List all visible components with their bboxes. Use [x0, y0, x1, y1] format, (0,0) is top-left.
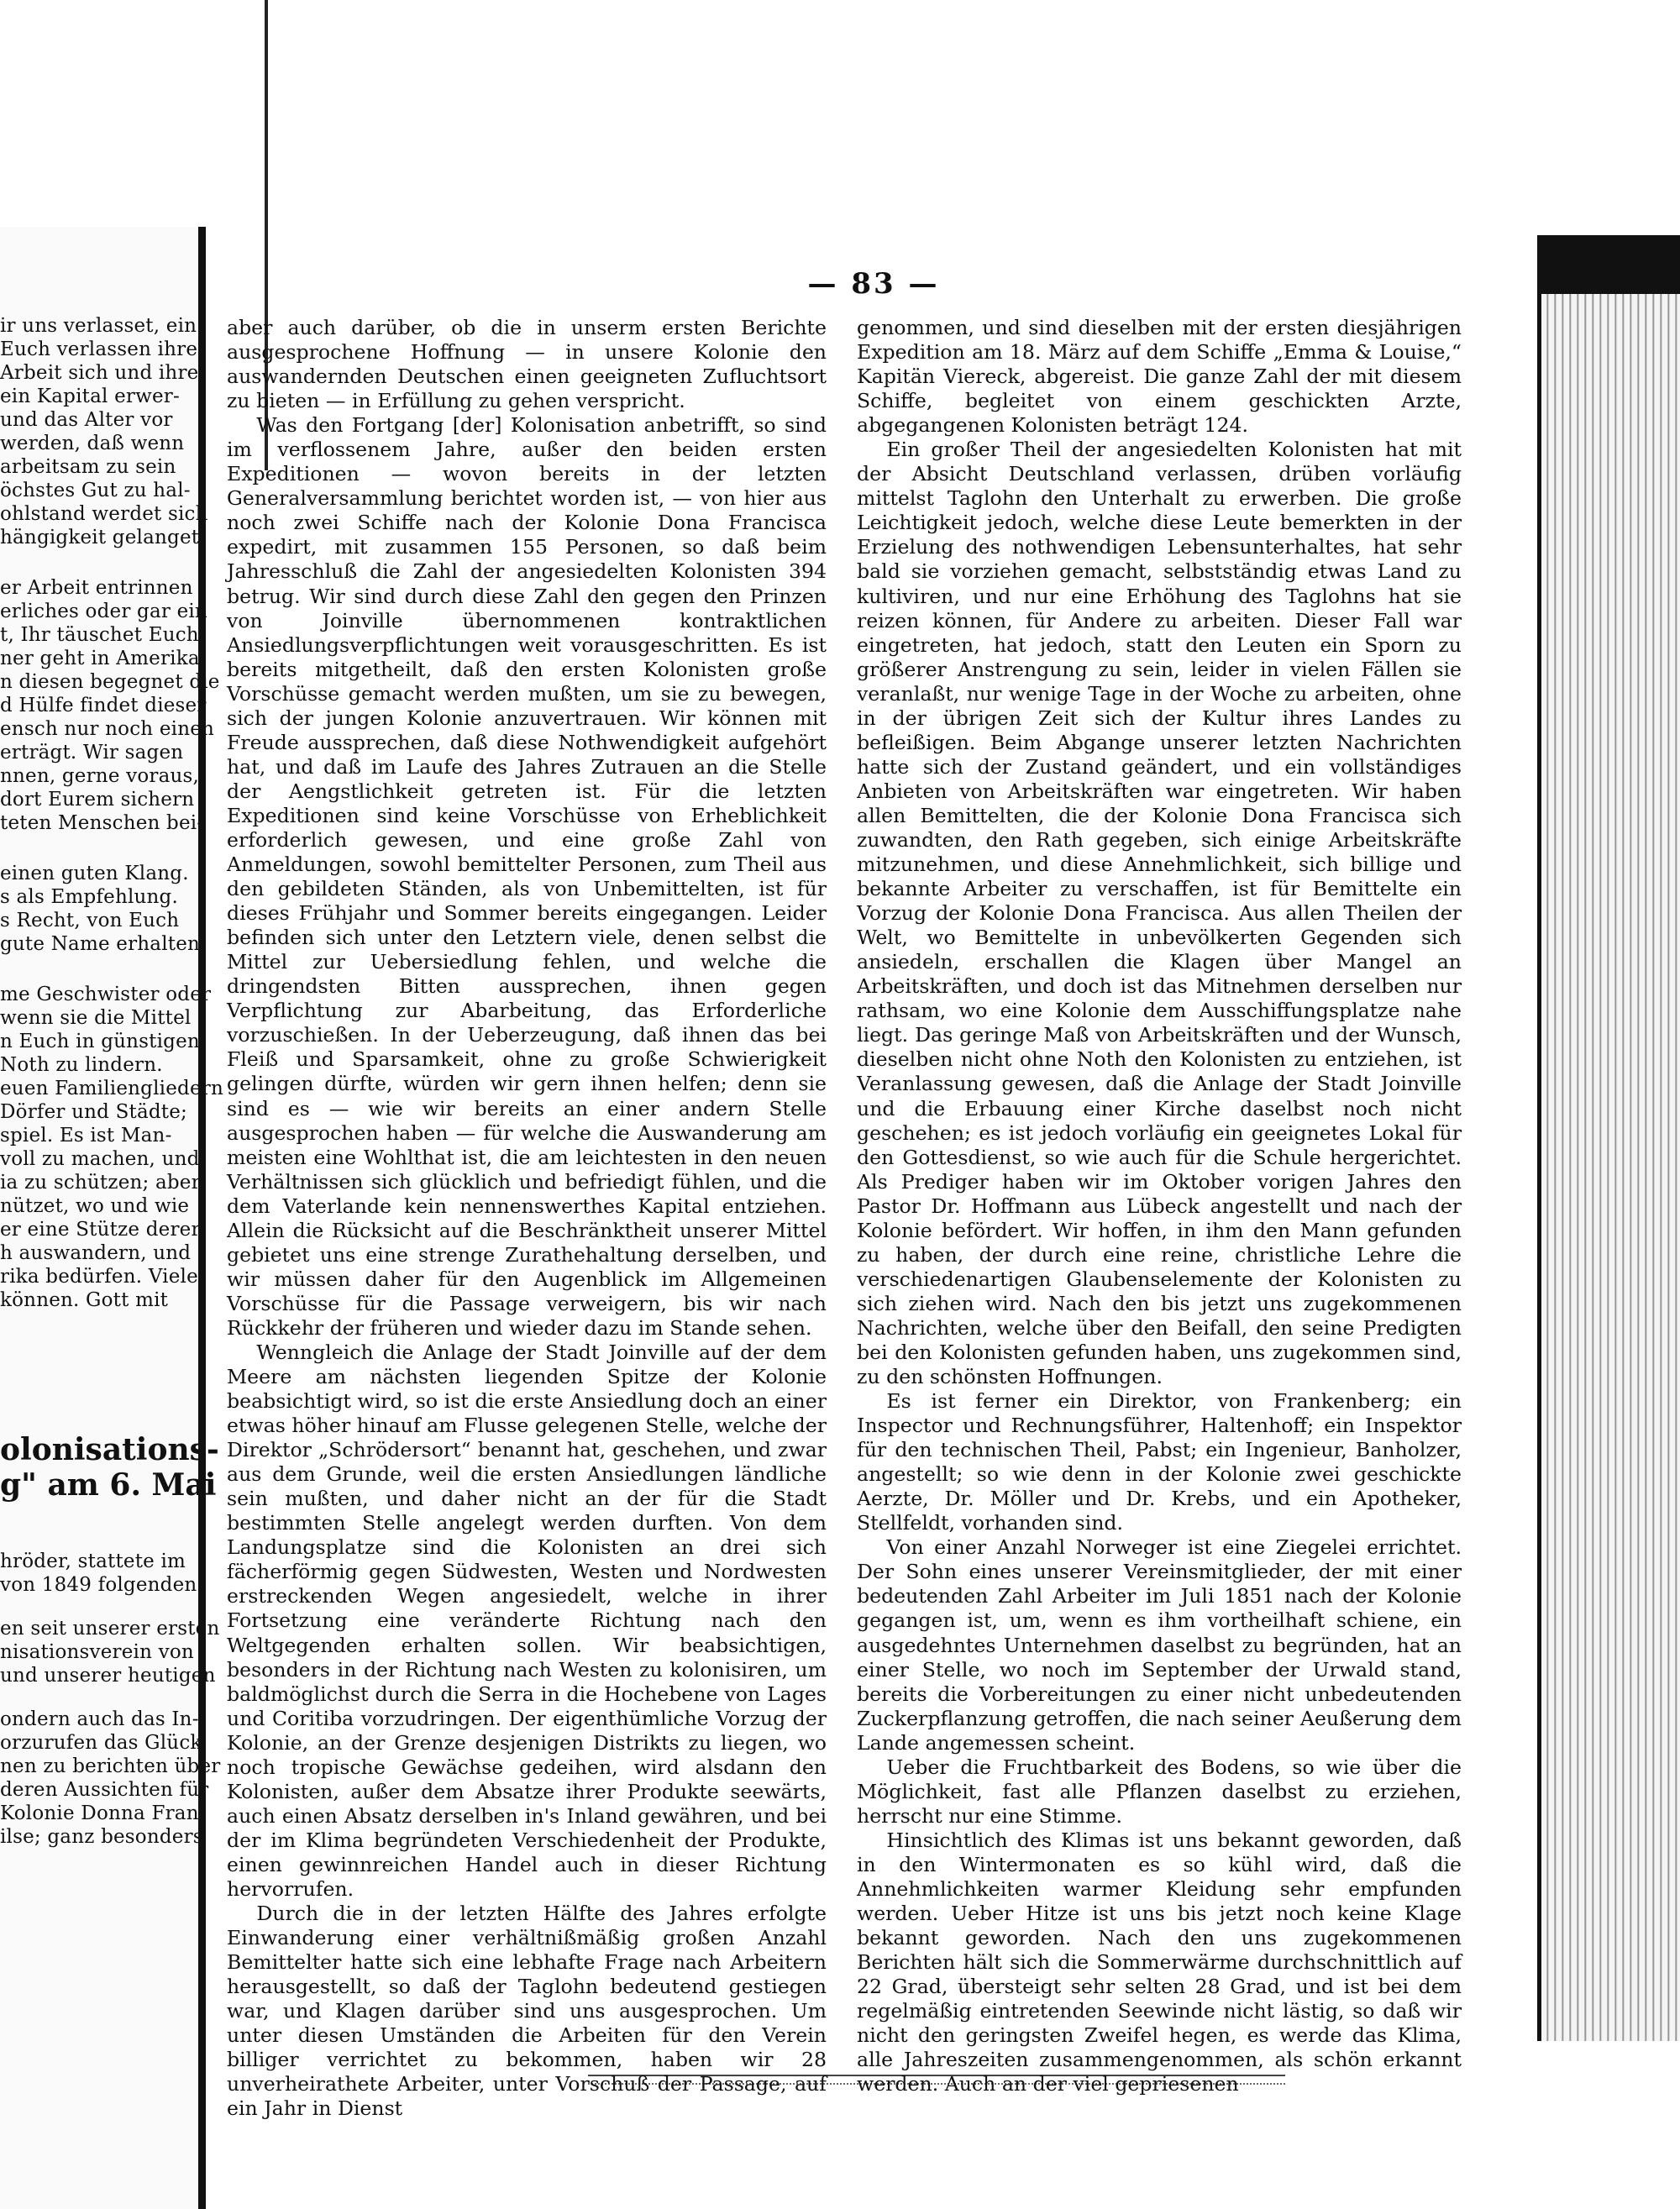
text-column-middle	[227, 316, 827, 2121]
left-fragment-block: en seit unserer ersten nisationsverein von und unserer heutigen	[0, 1618, 220, 1687]
paragraph: Hinsichtlich des Klimas ist uns bekannt geworden, daß in den Wintermonaten es so kühl wird, daß die Annehmlichkeiten warmer Kleidung sehr empfunden werden. Ueber Hitze ist uns bis jetzt noch keine Klage bekannt geworden. Nach den uns zugekommenen Berichten hält sich die Sommerwärme durchschnittlich auf 22 Grad, übersteigt sehr selten 28 Grad, und ist bei dem regelmäßig eintretenden Seewinde nicht lästig, so daß wir nicht den geringsten Zweifel hegen, es werde das Klima, alle Jahreszeiten zusammengenommen, als schön erkannt werden. Auch an der viel gepriesenen	[857, 1828, 1462, 2096]
paragraph: Durch die in der letzten Hälfte des Jahres erfolgte Einwanderung einer verhältnißmäßig großen Anzahl Bemittelter hatte sich eine lebhafte Frage nach Arbeitern herausgestellt, so daß der Taglohn bedeutend gestiegen war, und Klagen darüber sind uns ausgesprochen. Um unter diesen Umständen die Arbeiten für den Verein billiger verrichtet zu bekommen, haben wir 28 unverheirathete Arbeiter, unter Vorschuß der Passage, auf ein Jahr in Dienst	[227, 1902, 827, 2121]
left-fragment-heading: olonisations- g" am 6. Mai	[0, 1432, 219, 1503]
book-binding-edge	[1537, 235, 1680, 2041]
text-column-right	[857, 316, 1462, 2096]
left-fragment-block: me Geschwister oder wenn sie die Mittel n Euch in günstigen Noth zu lindern. euen Familiengliedern Dörfer und Städte; spiel. Es ist Man- voll zu machen, und ia zu schützen; aber nützet, wo und wie er eine Stütze derer h auswandern, und rika bedürfen. Viele können. Gott mit	[0, 984, 223, 1311]
page-number: — 83 —	[807, 267, 940, 301]
paragraph: Was den Fortgang [der] Kolonisation anbetrifft, so sind im verflossenem Jahre, außer den beiden ersten Expeditionen — wovon bereits in der letzten Generalversammlung berichtet worden ist, — von hier aus noch zwei Schiffe nach der Kolonie Dona Francisca expedirt, mit zusammen 155 Personen, so daß beim Jahresschluß die Zahl der angesiedelten Kolonisten 394 betrug. Wir sind durch diese Zahl den gegen den Prinzen von Joinville übernommenen kontraktlichen Ansiedlungsverpflichtungen weit vorausgeschritten. Es ist bereits mitgetheilt, daß den ersten Kolonisten große Vorschüsse gemacht werden mußten, um sie zu bewegen, sich der jungen Kolonie anzuvertrauen. Wir können mit Freude aussprechen, daß diese Nothwendigkeit aufgehört hat, und daß im Laufe des Jahres Zutrauen an die Stelle der Aengstlichkeit getreten ist. Für die letzten Expeditionen sind keine Vorschüsse von Erheblichkeit erforderlich gewesen, und eine große Zahl von Anmeldungen, sowohl bemittelter Personen, zum Theil aus den gebildeten Ständen, als von Unbemittelten, ist für dieses Frühjahr und Sommer bereits eingegangen. Leider befinden sich unter den Letztern viele, denen selbst die Mittel zur Uebersiedlung fehlen, und welche die dringendsten Bitten aussprechen, ihnen gegen Verpflichtung zur Abarbeitung, das Erforderliche vorzuschießen. In der Ueberzeugung, daß ihnen das bei Fleiß und Sparsamkeit, ohne zu große Schwierigkeit gelingen dürfte, würden wir gern ihnen helfen; denn sie sind es — wie wir bereits an einer andern Stelle ausgesprochen haben — für welche die Auswanderung am meisten eine Wohlthat ist, die am leichtesten in den neuen Verhältnissen sich glücklich und befriedigt fühlen, und die dem Vaterlande kein nennenswerthes Kapital entziehen. Allein die Rücksicht auf die Beschränktheit unserer Mittel gebietet uns eine strenge Zurathehaltung derselben, und wir müssen daher für den Augenblick im Allgemeinen Vorschüsse für die Passage verweigern, bis wir nach Rückkehr der früheren und wieder dazu im Stande sehen.	[227, 413, 827, 1340]
paragraph: Es ist ferner ein Direktor, von Frankenberg; ein Inspector und Rechnungsführer, Haltenhoff; ein Inspektor für den technischen Theil, Pabst; ein Ingenieur, Banholzer, angestellt; so wie denn in der Kolonie zwei geschickte Aerzte, Dr. Möller und Dr. Krebs, und ein Apotheker, Stellfeldt, vorhanden sind.	[857, 1389, 1462, 1535]
left-fragment-block: ir uns verlasset, ein Euch verlassen ihre Arbeit sich und ihre ein Kapital erwer- und das Alter vor werden, daß wenn arbeitsam zu sein öchstes Gut zu hal- ohlstand werdet sich hängigkeit gelanget,	[0, 315, 208, 548]
paragraph: Ueber die Fruchtbarkeit des Bodens, so wie über die Möglichkeit, fast alle Pflanzen daselbst zu erziehen, herrscht nur eine Stimme.	[857, 1755, 1462, 1828]
left-fragment-tail	[0, 1550, 220, 1849]
paragraph: Wenngleich die Anlage der Stadt Joinville auf der dem Meere am nächsten liegenden Spitze der Kolonie beabsichtigt wird, so ist die erste Ansiedlung doch an einer etwas höher hinauf am Flusse gelegenen Stelle, welche der Direktor „Schrödersort“ benannt hat, geschehen, und zwar aus dem Grunde, weil die ersten Ansiedlungen ländliche sein mußten, und daher nicht an der für die Stadt bestimmten Stelle angelegt werden durften. Von dem Landungsplatze sind die Kolonisten an drei sich fächerförmig gegen Südwesten, Westen und Nordwesten erstreckenden Wegen angesiedelt, welche in ihrer Fortsetzung eine veränderte Richtung nach den Weltgegenden erhalten sollen. Wir beabsichtigen, besonders in der Richtung nach Westen zu kolonisiren, um baldmöglichst durch die Serra in die Hochebene von Lages und Coritiba vorzudringen. Der eigenthümliche Vorzug der Kolonie, an der Grenze desjenigen Distrikts zu liegen, wo noch tropische Gewächse gedeihen, wird alsdann den Kolonisten, außer dem Absatze ihrer Produkte seewärts, auch einen Absatz derselben in's Inland gewähren, und bei der im Klima begründeten Verschiedenheit der Produkte, einen gewinnreichen Handel auch in dieser Richtung hervorrufen.	[227, 1340, 827, 1901]
paragraph: Von einer Anzahl Norweger ist eine Ziegelei errichtet. Der Sohn eines unserer Vereinsmitglieder, der mit einer bedeutenden Zahl Arbeiter im Juli 1851 nach der Kolonie gegangen ist, um, wenn es ihm vortheilhaft schiene, ein ausgedehntes Unternehmen daselbst zu begründen, hat an einer Stelle, wo noch im September der Urwald stand, bereits die Vorbereitungen zu einer nicht unbedeutenden Zuckerpflanzung getroffen, die nach seiner Aeußerung dem Lande angemessen scheint.	[857, 1535, 1462, 1755]
left-fragment-block: einen guten Klang. s als Empfehlung. s Recht, von Euch gute Name erhalten	[0, 863, 201, 955]
left-fragment-block: er Arbeit entrinnen erliches oder gar t, Ihr täuschet Euch ner geht in Amerika n diesen begegnet d Hülfe findet dieser ensch nur noch einen erträgt. Wir sagen nnen, gerne voraus, dort Eurem sichern teten Menschen bei-	[0, 577, 215, 834]
left-fragment-block: ondern auch das In- orzurufen das Glück nen zu berichten deren Aussichten Kolonie Donna Fran- ilse; ganz besonders	[0, 1708, 206, 1848]
paragraph: Ein großer Theil der angesiedelten Kolonisten hat mit der Absicht Deutschland verlassen, drüben vorläufig mittelst Taglohn den Unterhalt zu erwerben. Die große Leichtigkeit jedoch, welche diese Leute bemerkten in der Erzielung des nothwendigen Lebensunterhaltes, hat sehr bald sie vorziehen gemacht, selbstständig etwas Land zu kultiviren, und nur eine Erhöhung des Taglohns hat sie reizen können, für Andere zu arbeiten. Dieser Fall war eingetreten, hat jedoch, statt den Leuten ein Sporn zu größerer Anstrengung zu sein, leider in vielen Fällen sie veranlaßt, nur wenige Tage in der Woche zu arbeiten, ohne in der übrigen Zeit sich der Kultur ihres Landes zu befleißigen. Beim Abgange unserer letzten Nachrichten hatte sich der Zustand geändert, und ein vollständiges Anbieten von Arbeitskräften war eingetreten. Wir haben allen Bemittelten, die der Kolonie Dona Francisca sich zuwandten, den Rath gegeben, sich einige Arbeitskräfte mitzunehmen, und diese Annehmlichkeit, sich billige und bekannte Arbeiter zu verschaffen, ist für Bemittelte ein Vorzug der Kolonie Dona Francisca. Aus allen Theilen der Welt, wo Bemittelte in unbevölkerten Gegenden sich ansiedeln, erschallen die Klagen über Mangel an Arbeitskräften, und doch ist das Mitnehmen derselben nur rathsam, wo eine Kolonie dem Ausschiffungsplatze nahe liegt. Das geringe Maß von Arbeitskräften und der Wunsch, dieselben nicht ohne Noth den Kolonisten zu entziehen, ist Veranlassung gewesen, daß die Anlage der Stadt Joinville und die Erbauung einer Kirche daselbst noch nicht geschehen; es ist jedoch vorläufig ein geeignetes Lokal für den Gottesdienst, so wie auch für die Schule hergerichtet. Als Prediger haben wir im Oktober vorigen Jahres den Pastor Dr. Hoffmann aus Lübeck angestellt und nach der Kolonie befördert. Wir hoffen, in ihm den Mann gefunden zu haben, der durch eine reine, christliche Lehre die verschiedenartigen Glaubenselemente der Kolonisten zu sich ziehen wird. Nach den bis jetzt uns zugekommenen Nachrichten, welche über den Beifall, den seine Predigten bei den Kolonisten gefunden haben, uns zugekommen sind, zu den schönsten Hoffnungen.	[857, 438, 1462, 1389]
paragraph: aber auch darüber, ob die in unserm ersten Berichte ausgesprochene Hoffnung — in unsere Kolonie den auswandernden Deutschen einen geeigneten Zufluchtsort zu bieten — in Erfüllung zu gehen verspricht.	[227, 316, 827, 413]
left-page-fragment	[0, 314, 223, 1312]
paragraph: genommen, und sind dieselben mit der ersten diesjährigen Expedition am 18. März auf dem Schiffe „Emma & Louise,“ Kapitän Viereck, abgereist. Die ganze Zahl der mit diesem Schiffe, begleitet von einem geschickten Arzte, abgegangenen Kolonisten beträgt 124.	[857, 316, 1462, 438]
left-fragment-block: hröder, stattete im von 1849 folgenden	[0, 1550, 197, 1596]
